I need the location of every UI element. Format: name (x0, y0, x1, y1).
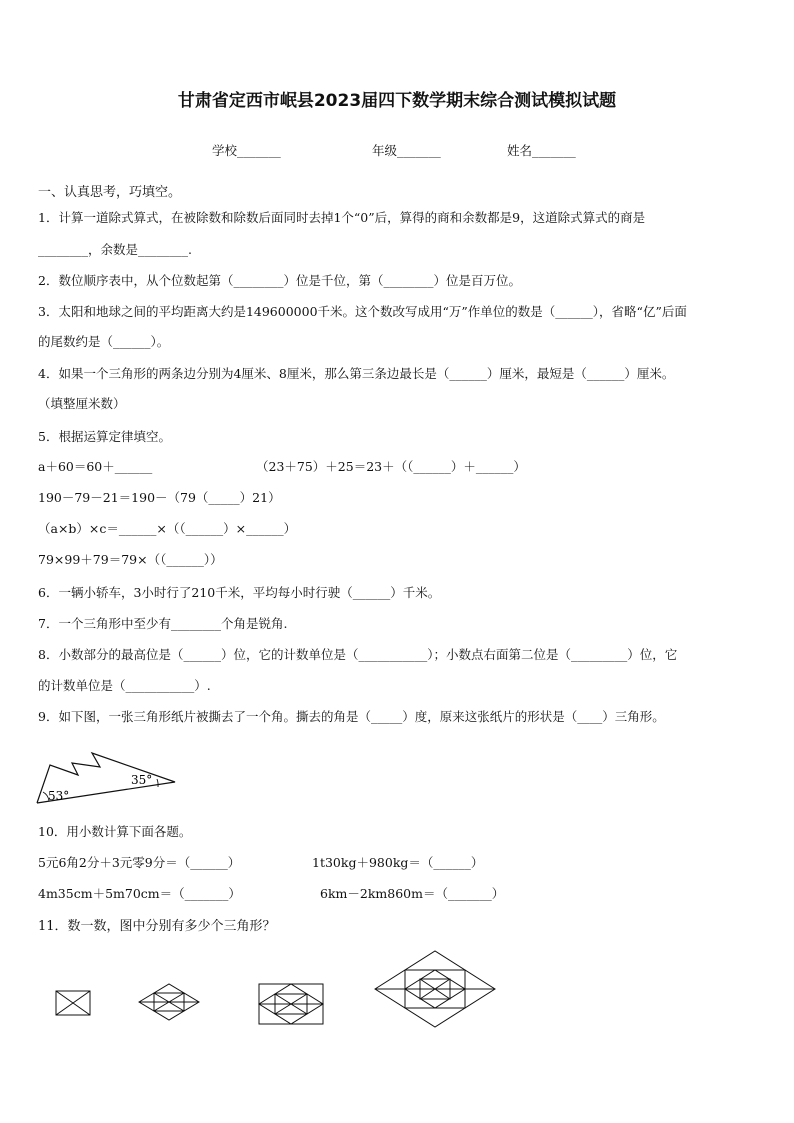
question-5-row-4: 79×99＋79＝79×（（______）） (38, 552, 223, 567)
question-5-row-2: 190－79－21＝190－（79（_____）21） (38, 490, 281, 505)
name-field: 姓名_______ (507, 143, 576, 158)
torn-triangle-figure (30, 745, 190, 810)
question-5-row-3: （a×b）×c＝______×（（______）×______） (38, 521, 297, 536)
question-9: 9．如下图，一张三角形纸片被撕去了一个角。撕去的角是（_____）度，原来这张纸片的形状是（____）三角形。 (38, 709, 665, 724)
section-heading: 一、认真思考，巧填空。 (38, 185, 182, 200)
triangle-figure-2 (136, 982, 202, 1022)
question-6: 6．一辆小轿车，3小时行了210千米，平均每小时行驶（______）千米。 (38, 585, 441, 600)
grade-field: 年级_______ (372, 143, 441, 158)
question-5-row-1b: （23＋75）＋25＝23＋（（______）＋______） (256, 459, 526, 474)
question-10-row-1b: 1t30kg＋980kg＝（______） (312, 855, 484, 870)
question-3-line-2: 的尾数约是（______）。 (38, 334, 170, 349)
question-1-line-1: 1．计算一道除式算式，在被除数和除数后面同时去掉1个“0”后，算得的商和余数都是9，这道除式算式的商是 (38, 210, 646, 225)
question-8-line-1: 8．小数部分的最高位是（______）位，它的计数单位是（___________）；小数点右面第二位是（_________）位，它 (38, 647, 678, 662)
question-10-stem: 10．用小数计算下面各题。 (38, 824, 192, 839)
triangle-figure-3 (257, 982, 325, 1026)
school-field: 学校_______ (212, 143, 281, 158)
triangle-figure-1 (55, 990, 91, 1016)
question-4-line-2: （填整厘米数） (38, 396, 126, 411)
angle-right-label: 35° (131, 773, 153, 787)
page-title: 甘肃省定西市岷县2023届四下数学期末综合测试模拟试题 (177, 91, 617, 111)
question-5-stem: 5．根据运算定律填空。 (38, 429, 171, 444)
angle-left-label: 53° (48, 789, 70, 803)
question-5-row-1a: a＋60＝60＋______ (38, 459, 153, 474)
question-1-line-2: ________，余数是________. (38, 242, 192, 257)
question-10-row-1a: 5元6角2分＋3元零9分＝（______） (38, 855, 241, 870)
question-3-line-1: 3．太阳和地球之间的平均距离大约是149600000千米。这个数改写成用“万”作单位的数是（______），省略“亿”后面 (38, 304, 687, 319)
question-11: 11．数一数，图中分别有多少个三角形？ (38, 919, 276, 934)
question-2: 2．数位顺序表中，从个位数起第（________）位是千位，第（________）位是百万位。 (38, 273, 521, 288)
question-10-row-2a: 4m35cm＋5m70cm＝（_______） (38, 886, 241, 901)
triangle-figure-4 (372, 948, 498, 1030)
question-8-line-2: 的计数单位是（___________）. (38, 678, 211, 693)
question-7: 7．一个三角形中至少有________个角是锐角. (38, 616, 288, 631)
question-4-line-1: 4．如果一个三角形的两条边分别为4厘米、8厘米，那么第三条边最长是（______）厘米，最短是（______）厘米。 (38, 366, 675, 381)
question-10-row-2b: 6km－2km860m＝（_______） (320, 886, 505, 901)
